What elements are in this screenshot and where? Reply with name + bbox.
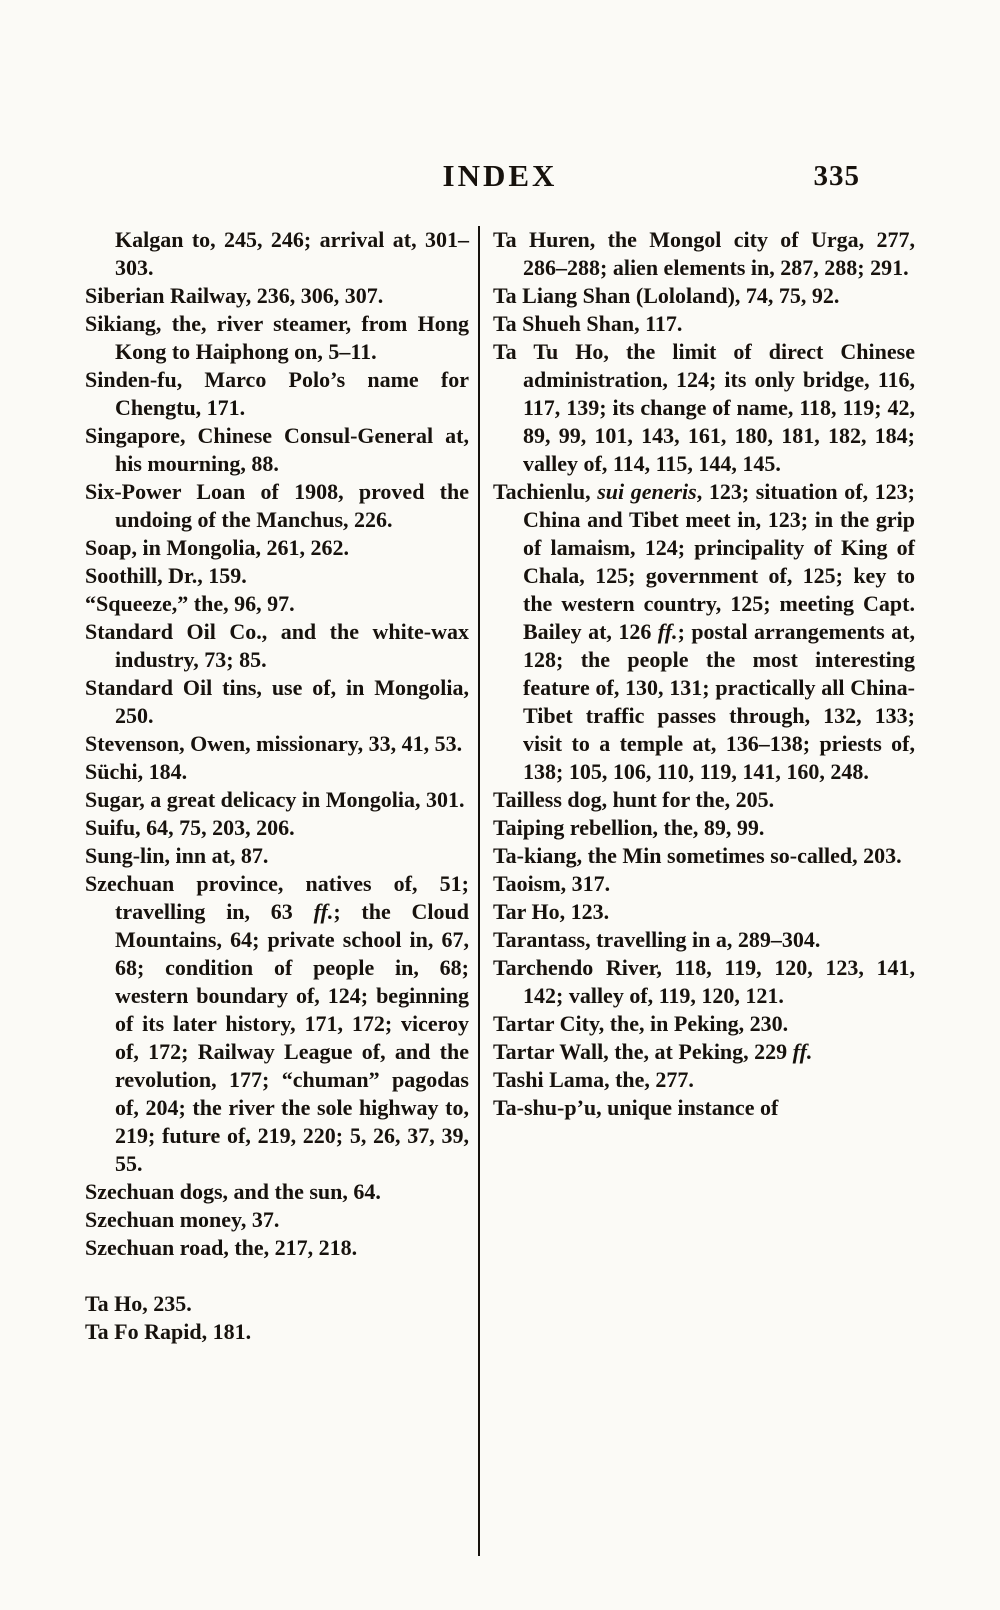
index-entry-text: Six-Power Loan of 1908, proved the undoing of the Manchus, 226. <box>85 479 469 532</box>
index-entry-text: Siberian Railway, 236, 306, 307. <box>85 283 384 308</box>
index-entry <box>85 310 469 366</box>
index-entry <box>493 282 915 310</box>
index-entry <box>85 562 469 590</box>
index-entry <box>85 814 469 842</box>
index-entry <box>493 898 915 926</box>
index-entry <box>493 226 915 282</box>
index-entry <box>493 478 915 786</box>
index-column-right <box>493 226 915 1556</box>
index-entry-text: Sung-lin, inn at, 87. <box>85 843 269 868</box>
index-entry-text: Standard Oil tins, use of, in Mongolia, 250. <box>85 675 469 728</box>
index-entry <box>493 842 915 870</box>
index-entry-text: Ta Huren, the Mongol city of Urga, 277, 286–288; alien elements in, 287, 288; 291. <box>493 227 915 280</box>
index-entry <box>85 366 469 422</box>
index-entry-text: Soothill, Dr., 159. <box>85 563 247 588</box>
index-entry-italic-text: ff. <box>657 619 678 644</box>
index-entry <box>85 842 469 870</box>
index-entry <box>85 534 469 562</box>
index-entry <box>85 758 469 786</box>
index-entry <box>85 1206 469 1234</box>
index-entry-text: Tailless dog, hunt for the, 205. <box>493 787 775 812</box>
index-entry-text: Ta-shu-p’u, unique instance of <box>493 1095 779 1120</box>
index-entry-text: Tarchendo River, 118, 119, 120, 123, 141, 142; valley of, 119, 120, 121. <box>493 955 915 1008</box>
index-entry <box>85 226 469 282</box>
index-entry-text: Ta Liang Shan (Lololand), 74, 75, 92. <box>493 283 840 308</box>
index-entry-text: Sinden-fu, Marco Polo’s name for Chengtu, 171. <box>85 367 469 420</box>
index-entry-text: Szechuan money, 37. <box>85 1207 280 1232</box>
index-entry-text: Singapore, Chinese Consul-General at, his mourning, 88. <box>85 423 469 476</box>
index-entry <box>493 954 915 1010</box>
index-entry <box>493 814 915 842</box>
index-entry-text: Taoism, 317. <box>493 871 611 896</box>
index-entry <box>85 618 469 674</box>
index-entry-text: Szechuan road, the, 217, 218. <box>85 1235 358 1260</box>
index-entry-text: , 123; situation of, 123; China and Tibet meet in, 123; in the grip of lamaism, 124; principality of King of Chala, 125; government of, 125; key to the western country, 125; meeting Capt. Bailey at, 126 <box>523 479 915 644</box>
index-entry <box>493 310 915 338</box>
index-entry <box>493 1038 915 1066</box>
index-entry-text: Ta-kiang, the Min sometimes so-called, 203. <box>493 843 902 868</box>
index-entry <box>85 786 469 814</box>
index-entry <box>85 1178 469 1206</box>
index-entry-text: Süchi, 184. <box>85 759 188 784</box>
index-entry <box>493 1094 915 1122</box>
index-entry-text: Ta Fo Rapid, 181. <box>85 1319 252 1344</box>
index-columns <box>85 226 915 1556</box>
page-number: 335 <box>813 160 860 192</box>
index-entry-text: Tartar City, the, in Peking, 230. <box>493 1011 789 1036</box>
index-entry <box>85 590 469 618</box>
index-entry-text: Kalgan to, 245, 246; arrival at, 301–303. <box>115 227 469 280</box>
index-entry-text: Stevenson, Owen, missionary, 33, 41, 53. <box>85 731 463 756</box>
index-entry-text: Tarantass, travelling in a, 289–304. <box>493 927 821 952</box>
index-entry <box>85 1234 469 1262</box>
index-entry <box>85 422 469 478</box>
index-entry-text: Suifu, 64, 75, 203, 206. <box>85 815 295 840</box>
index-entry <box>85 282 469 310</box>
index-entry-italic-text: ff. <box>313 899 334 924</box>
index-entry <box>85 730 469 758</box>
page-title: INDEX <box>442 158 558 193</box>
index-entry-text: Tartar Wall, the, at Peking, 229 <box>493 1039 793 1064</box>
index-entry-text: Tar Ho, 123. <box>493 899 610 924</box>
column-divider-rule <box>478 226 480 1556</box>
index-entry <box>493 338 915 478</box>
index-entry <box>85 870 469 1178</box>
index-entry-text: Standard Oil Co., and the white-wax industry, 73; 85. <box>85 619 469 672</box>
index-entry-text: Tachienlu, <box>493 479 598 504</box>
index-column-left <box>85 226 469 1556</box>
index-entry <box>493 870 915 898</box>
index-entry <box>493 1066 915 1094</box>
index-entry-text: ; the Cloud Mountains, 64; private school in, 67, 68; condition of people in, 68; western boundary of, 124; beginning of its later history, 171, 172; viceroy of, 172; Railway League of, and the revolution, 177; “chuman” pagodas of, 204; the river the sole highway to, 219; future of, 219, 220; 5, 26, 37, 39, 55. <box>115 899 469 1176</box>
index-entry-text: Ta Ho, 235. <box>85 1291 192 1316</box>
index-entry <box>85 1318 469 1346</box>
index-entry <box>493 786 915 814</box>
index-entry-text: “Squeeze,” the, 96, 97. <box>85 591 295 616</box>
index-entry-text: Taiping rebellion, the, 89, 99. <box>493 815 765 840</box>
index-entry <box>85 674 469 730</box>
index-entry <box>493 1010 915 1038</box>
index-entry-text: Ta Tu Ho, the limit of direct Chinese administration, 124; its only bridge, 116, 117, 139; its change of name, 118, 119; 42, 89, 99, 101, 143, 161, 180, 181, 182, 184; valley of, 114, 115, 144, 145. <box>493 339 915 476</box>
index-entry-text: Szechuan dogs, and the sun, 64. <box>85 1179 381 1204</box>
index-entry <box>85 1290 469 1318</box>
index-entry <box>85 478 469 534</box>
index-entry <box>493 926 915 954</box>
index-entry-text: ; postal arrangements at, 128; the people the most interesting feature of, 130, 131; practically all China-Tibet traffic passes through, 132, 133; visit to a temple at, 136–138; priests of, 138; 105, 106, 110, 119, 141, 160, 248. <box>523 619 915 784</box>
index-entry-text: Soap, in Mongolia, 261, 262. <box>85 535 350 560</box>
index-entry-text: Sikiang, the, river steamer, from Hong Kong to Haiphong on, 5–11. <box>85 311 469 364</box>
index-entry-text: Tashi Lama, the, 277. <box>493 1067 694 1092</box>
index-entry-italic-text: sui generis <box>597 479 697 504</box>
index-entry-text: Ta Shueh Shan, 117. <box>493 311 683 336</box>
page-header <box>85 158 915 202</box>
index-entry-text: Szechuan province, natives of, 51; travelling in, 63 <box>85 871 469 924</box>
index-entry-text: Sugar, a great delicacy in Mongolia, 301. <box>85 787 465 812</box>
index-entry-italic-text: ff. <box>792 1039 813 1064</box>
